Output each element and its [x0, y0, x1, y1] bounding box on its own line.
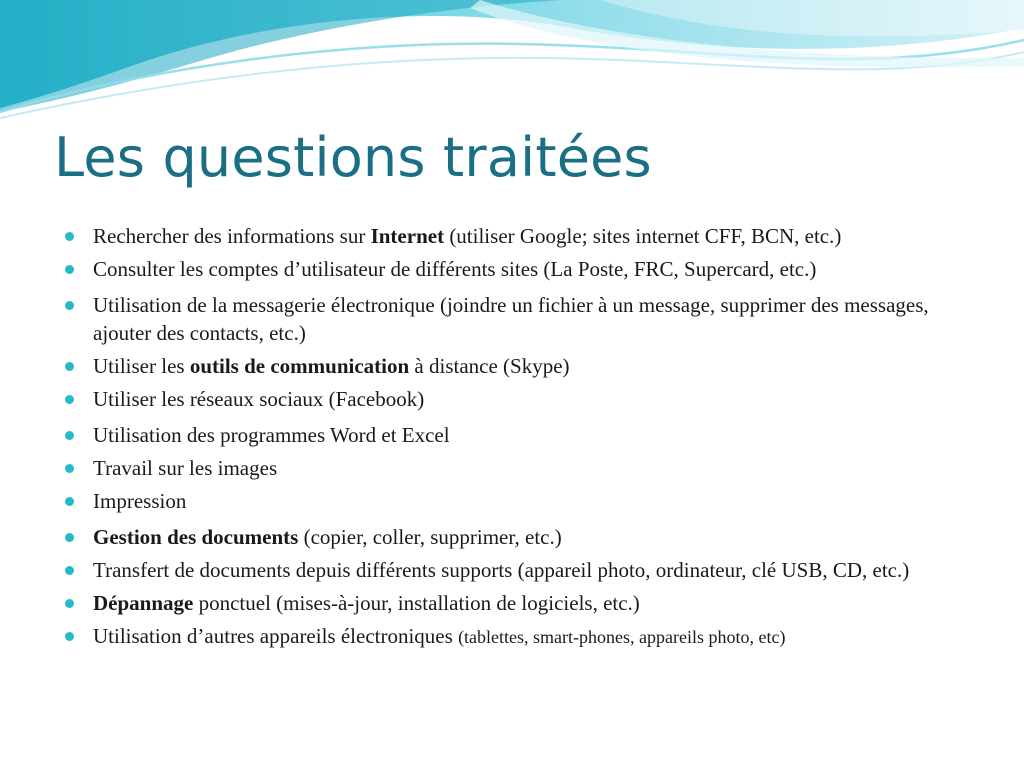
- bullet-item: [63, 352, 968, 380]
- slide-title: Les questions traitées: [54, 126, 652, 189]
- bullet-dot-icon: [65, 362, 74, 371]
- bullet-dot-icon: [65, 301, 74, 310]
- bullet-text: Impression: [93, 489, 187, 513]
- bullet-dot-icon: [65, 533, 74, 542]
- bullet-item: [63, 222, 968, 250]
- bullet-item: [63, 487, 968, 515]
- bullet-text: (utiliser Google; sites internet CFF, BCN, etc.): [444, 224, 842, 248]
- bullet-text: Utiliser les: [93, 354, 190, 378]
- bullet-dot-icon: [65, 566, 74, 575]
- bullet-dot-icon: [65, 632, 74, 641]
- bullet-text: (copier, coller, supprimer, etc.): [298, 525, 562, 549]
- bullet-bold-text: Internet: [370, 224, 445, 248]
- bullet-text: (tablettes, smart-phones, appareils photo, etc): [458, 627, 786, 647]
- bullet-item: [63, 454, 968, 482]
- bullet-bold-text: outils de communication: [189, 354, 410, 378]
- bullet-dot-icon: [65, 395, 74, 404]
- bullet-text: Utilisation des programmes Word et Excel: [93, 423, 450, 447]
- bullet-item: [63, 589, 968, 617]
- bullet-text: Consulter les comptes d’utilisateur de différents sites (La Poste, FRC, Supercard, etc.): [93, 257, 817, 281]
- bullet-text: Transfert de documents depuis différents supports (appareil photo, ordinateur, clé USB, CD, etc.): [93, 558, 910, 582]
- bullet-dot-icon: [65, 464, 74, 473]
- bullet-item: [63, 556, 968, 584]
- bullet-item: [63, 255, 968, 283]
- bullet-dot-icon: [65, 431, 74, 440]
- bullet-text: Utilisation d’autres appareils électroniques: [93, 624, 459, 648]
- bullet-dot-icon: [65, 232, 74, 241]
- bullet-item: [63, 523, 968, 551]
- bullet-text: ponctuel (mises-à-jour, installation de logiciels, etc.): [193, 591, 640, 615]
- bullet-text: Utilisation de la messagerie électronique (joindre un fichier à un message, supprimer des messages, ajouter des contacts, etc.): [93, 293, 929, 345]
- bullet-text: Travail sur les images: [93, 456, 278, 480]
- bullet-item: [63, 622, 968, 651]
- bullet-text: à distance (Skype): [409, 354, 570, 378]
- bullet-text: Utiliser les réseaux sociaux (Facebook): [93, 387, 425, 411]
- bullet-text: Rechercher des informations sur: [93, 224, 371, 248]
- bullet-item: [63, 421, 968, 449]
- bullet-bold-text: Dépannage: [93, 591, 194, 615]
- bullet-list: [63, 222, 968, 656]
- bullet-dot-icon: [65, 599, 74, 608]
- bullet-dot-icon: [65, 265, 74, 274]
- wave-banner-decoration: [0, 0, 1024, 130]
- bullet-item: [63, 385, 968, 413]
- bullet-bold-text: Gestion des documents: [93, 525, 299, 549]
- bullet-item: [63, 291, 968, 347]
- bullet-dot-icon: [65, 497, 74, 506]
